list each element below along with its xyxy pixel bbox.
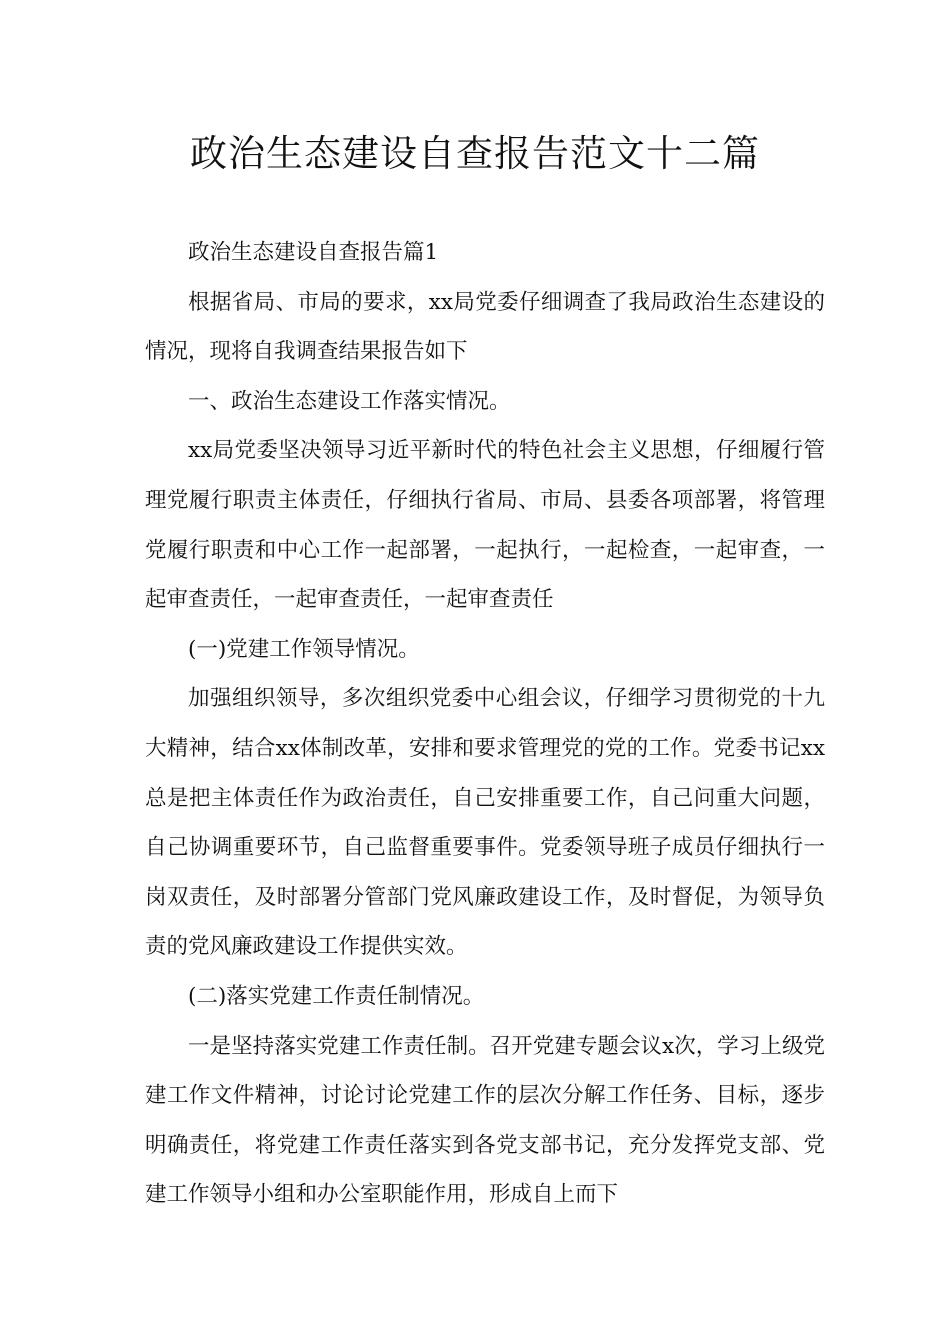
paragraph-intro: 根据省局、市局的要求，xx局党委仔细调查了我局政治生态建设的情况，现将自我调查结果报告如下 xyxy=(145,289,825,365)
document-title: 政治生态建设自查报告范文十二篇 xyxy=(190,132,760,175)
paragraph-subheading-2: (二)落实党建工作责任制情况。 xyxy=(188,983,485,1009)
paragraph-body-2: 加强组织领导，多次组织党委中心组会议，仔细学习贯彻党的十九大精神，结合xx体制改革，安排和要求管理党的党的工作。党委书记xx总是把主体责任作为政治责任，自己安排重要工作，自己问重大问题，自己协调重要环节，自己监督重要事件。党委领导班子成员仔细执行一岗双责任，及时部署分管部门党风廉政建设工作，及时督促，为领导负责的党风廉政建设工作提供实效。 xyxy=(145,686,825,960)
document-body xyxy=(145,228,825,1220)
paragraph-subheading-1: (一)党建工作领导情况。 xyxy=(188,636,420,662)
paragraph-body-3: 一是坚持落实党建工作责任制。召开党建专题会议x次，学习上级党建工作文件精神，讨论讨论党建工作的层次分解工作任务、目标，逐步明确责任，将党建工作责任落实到各党支部书记，充分发挥党支部、党建工作领导小组和办公室职能作用，形成自上而下 xyxy=(145,1033,825,1208)
paragraph-section-heading: 政治生态建设自查报告篇1 xyxy=(188,240,439,265)
paragraph-body-1: xx局党委坚决领导习近平新时代的特色社会主义思想，仔细履行管理党履行职责主体责任，仔细执行省局、市局、县委各项部署，将管理党履行职责和中心工作一起部署，一起执行，一起检查，一起审查，一起审查责任，一起审查责任，一起审查责任 xyxy=(145,438,825,613)
paragraph-heading-1: 一、政治生态建设工作落实情况。 xyxy=(188,388,511,414)
